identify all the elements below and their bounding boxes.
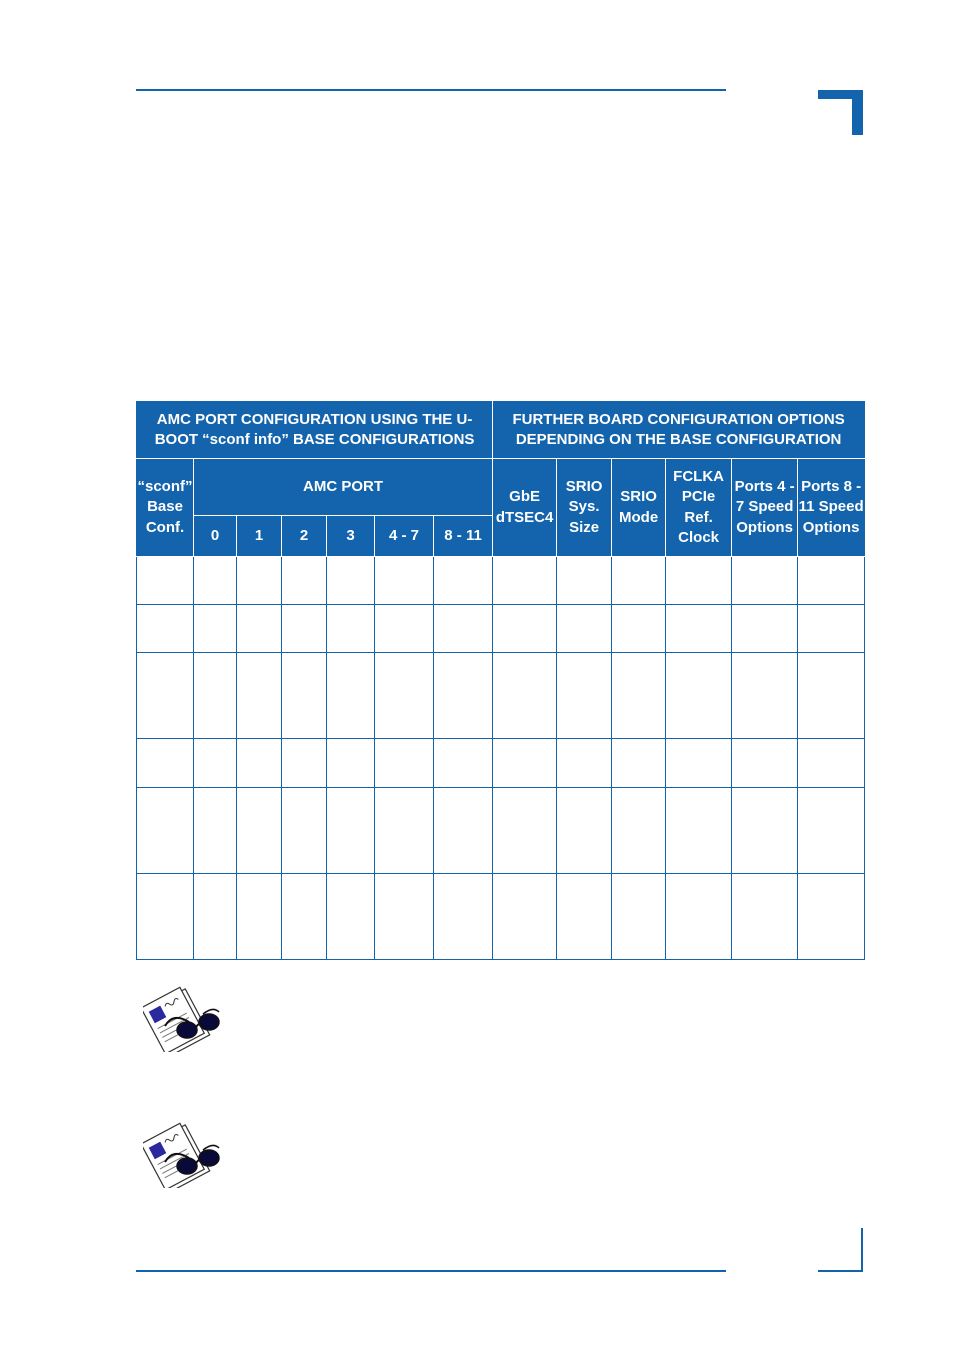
table-cell [434, 739, 493, 788]
table-cell [434, 653, 493, 739]
table-cell [798, 874, 865, 960]
col-header-port-0: 0 [194, 516, 237, 557]
table-cell [612, 739, 666, 788]
col-header-port-2: 2 [282, 516, 327, 557]
table-row [137, 653, 865, 739]
table-cell [375, 739, 434, 788]
table-cell [612, 874, 666, 960]
note-glasses-icon [143, 1118, 223, 1188]
table-cell [493, 739, 557, 788]
table-cell [666, 739, 732, 788]
table-cell [612, 788, 666, 874]
table-cell [137, 739, 194, 788]
table-cell [327, 605, 375, 653]
table-cell [434, 874, 493, 960]
table-cell [493, 557, 557, 605]
group-header-amc-port-configuration: AMC PORT CONFIGURATION USING THE U-BOOT “sconf info” BASE CONFIGURATIONS [137, 402, 493, 459]
table-cell [493, 605, 557, 653]
table-row [137, 739, 865, 788]
table-cell [375, 788, 434, 874]
col-header-fclka-pcie-ref-clock: FCLKA PCIe Ref. Clock [666, 459, 732, 557]
table-cell [557, 788, 612, 874]
table-cell [666, 653, 732, 739]
table-cell [282, 788, 327, 874]
table-cell [327, 739, 375, 788]
col-header-port-3: 3 [327, 516, 375, 557]
note-glasses-icon [143, 982, 223, 1052]
table-cell [798, 788, 865, 874]
col-header-amc-port: AMC PORT [194, 459, 493, 516]
table-cell [798, 605, 865, 653]
table-row [137, 605, 865, 653]
table-cell [612, 653, 666, 739]
table-cell [375, 874, 434, 960]
table-cell [282, 653, 327, 739]
table-cell [194, 788, 237, 874]
col-header-ports-8-11-speed: Ports 8 - 11 Speed Options [798, 459, 865, 557]
table-cell [375, 653, 434, 739]
table-cell [434, 788, 493, 874]
table-cell [493, 874, 557, 960]
table-cell [375, 557, 434, 605]
table-cell [137, 788, 194, 874]
table-cell [137, 605, 194, 653]
col-header-port-8-11: 8 - 11 [434, 516, 493, 557]
table-cell [493, 788, 557, 874]
table-cell [375, 605, 434, 653]
table-cell [137, 653, 194, 739]
col-header-port-1: 1 [237, 516, 282, 557]
col-header-port-4-7: 4 - 7 [375, 516, 434, 557]
header-rule [136, 89, 726, 91]
header-corner-mark [818, 90, 863, 135]
table-cell [666, 605, 732, 653]
table-cell [798, 557, 865, 605]
footer-corner-mark [818, 1228, 863, 1272]
table-row [137, 788, 865, 874]
table-cell [557, 653, 612, 739]
table-cell [798, 653, 865, 739]
col-header-gbe-dtsec4: GbE dTSEC4 [493, 459, 557, 557]
table-cell [237, 739, 282, 788]
col-header-srio-sys-size: SRIO Sys. Size [557, 459, 612, 557]
table-cell [237, 557, 282, 605]
table-cell [282, 874, 327, 960]
table-row [137, 557, 865, 605]
table-cell [194, 874, 237, 960]
table-cell [557, 874, 612, 960]
table-cell [137, 874, 194, 960]
table-cell [732, 605, 798, 653]
table-cell [434, 557, 493, 605]
group-header-further-options: FURTHER BOARD CONFIGURATION OPTIONS DEPENDING ON THE BASE CONFIGURATION [493, 402, 865, 459]
amc-port-configuration-table [136, 401, 865, 960]
table-cell [493, 653, 557, 739]
table-cell [666, 557, 732, 605]
col-header-ports-4-7-speed: Ports 4 - 7 Speed Options [732, 459, 798, 557]
table-cell [282, 605, 327, 653]
table-cell [237, 874, 282, 960]
table-cell [732, 653, 798, 739]
table-cell [732, 788, 798, 874]
table-cell [732, 739, 798, 788]
table-cell [237, 788, 282, 874]
table-cell [237, 653, 282, 739]
table-cell [282, 739, 327, 788]
table-cell [194, 653, 237, 739]
table-cell [327, 653, 375, 739]
table-cell [666, 874, 732, 960]
table-cell [282, 557, 327, 605]
table-cell [557, 605, 612, 653]
table-cell [194, 605, 237, 653]
table-body [137, 557, 865, 960]
table-cell [732, 874, 798, 960]
table-cell [327, 874, 375, 960]
footer-rule [136, 1270, 726, 1272]
table-cell [327, 788, 375, 874]
table-cell [612, 605, 666, 653]
table-cell [137, 557, 194, 605]
table-row [137, 874, 865, 960]
table-cell [557, 739, 612, 788]
table-cell [612, 557, 666, 605]
table-cell [666, 788, 732, 874]
table-cell [194, 557, 237, 605]
table-cell [327, 557, 375, 605]
table-cell [194, 739, 237, 788]
table-cell [557, 557, 612, 605]
table-cell [434, 605, 493, 653]
col-header-sconf-base-conf: “sconf” Base Conf. [137, 459, 194, 557]
table-cell [798, 739, 865, 788]
col-header-srio-mode: SRIO Mode [612, 459, 666, 557]
table-cell [732, 557, 798, 605]
table-cell [237, 605, 282, 653]
